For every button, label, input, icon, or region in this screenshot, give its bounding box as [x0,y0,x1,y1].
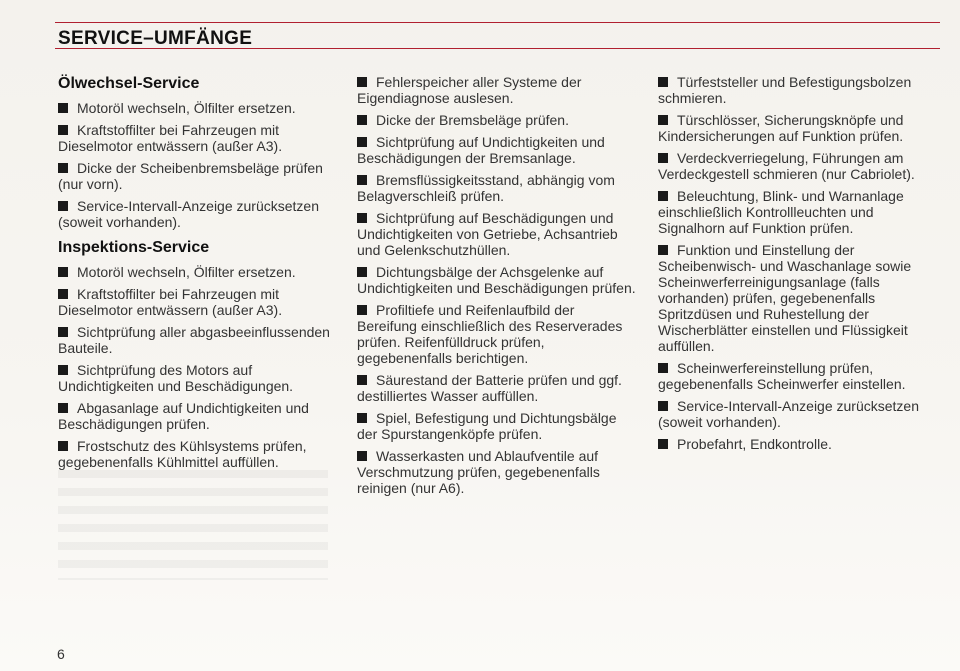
bullet-icon [357,451,367,461]
bullet-icon [658,153,668,163]
bullet-icon [58,201,68,211]
section-heading-inspektion: Inspektions-Service [58,239,210,256]
bullet-icon [357,305,367,315]
list-item: Bremsflüssigkeitsstand, abhängig vom Belagverschleiß prüfen. [357,172,615,204]
bullet-icon [357,375,367,385]
bullet-icon [357,175,367,185]
list-item: Türfeststeller und Befestigungsbolzen schmieren. [658,74,912,106]
bullet-icon [58,327,68,337]
column-3 [658,74,940,458]
bullet-icon [658,401,668,411]
bullet-icon [658,191,668,201]
bullet-icon [658,363,668,373]
bullet-icon [658,245,668,255]
list-item: Frostschutz des Kühlsystems prüfen, gegebenenfalls Kühlmittel auffüllen. [58,438,307,470]
column-1 [58,74,340,476]
list-item: Sichtprüfung auf Beschädigungen und Undichtigkeiten von Getriebe, Achsantrieb und Gelenkschutzhüllen. [357,210,618,258]
list-item: Sichtprüfung auf Undichtigkeiten und Beschädigungen der Bremsanlage. [357,134,605,166]
list-item: Abgasanlage auf Undichtigkeiten und Beschädigungen prüfen. [58,400,309,432]
bullet-icon [58,403,68,413]
list-item: Spiel, Befestigung und Dichtungsbälge der Spurstangenköpfe prüfen. [357,410,617,442]
bullet-icon [357,115,367,125]
list-item: Sichtprüfung des Motors auf Undichtigkeiten und Beschädigungen. [58,362,294,394]
bullet-icon [58,267,68,277]
list-item: Türschlösser, Sicherungsknöpfe und Kindersicherungen auf Funktion prüfen. [658,112,904,144]
section-heading-oelwechsel: Ölwechsel-Service [58,75,200,92]
bullet-icon [58,289,68,299]
column-2 [357,74,637,502]
bullet-icon [58,441,68,451]
list-item: Dicke der Bremsbeläge prüfen. [357,112,637,128]
list-item: Kraftstoffilter bei Fahrzeugen mit Dieselmotor entwässern (außer A3). [58,286,283,318]
list-item: Dichtungsbälge der Achsgelenke auf Undichtigkeiten und Beschädigungen prüfen. [357,264,636,296]
faded-show-through-text [58,470,328,580]
list-item: Sichtprüfung aller abgasbeeinflussenden Bauteile. [58,324,330,356]
bullet-icon [357,413,367,423]
title-underline [55,48,940,49]
top-rule [55,22,940,23]
list-item: Profiltiefe und Reifenlaufbild der Bereifung einschließlich des Reserverades prüfen. Reifenfülldruck prüfen, gegebenenfalls berichtigen. [357,302,623,366]
list-item: Wasserkasten und Ablaufventile auf Verschmutzung prüfen, gegebenenfalls reinigen (nur A6). [357,448,600,496]
page-title: SERVICE–UMFÄNGE [58,28,253,49]
list-item: Kraftstoffilter bei Fahrzeugen mit Dieselmotor entwässern (außer A3). [58,122,283,154]
list-item: Probefahrt, Endkontrolle. [658,436,940,452]
bullet-icon [357,267,367,277]
page-number: 6 [57,646,65,662]
bullet-icon [58,103,68,113]
bullet-icon [58,125,68,135]
bullet-icon [357,213,367,223]
list-item: Motoröl wechseln, Ölfilter ersetzen. [58,264,340,280]
list-item: Fehlerspeicher aller Systeme der Eigendiagnose auslesen. [357,74,582,106]
bullet-icon [357,137,367,147]
bullet-icon [658,77,668,87]
list-item: Beleuchtung, Blink- und Warnanlage einschließlich Kontrollleuchten und Signalhorn auf Funktion prüfen. [658,188,904,236]
list-item: Funktion und Einstellung der Scheibenwisch- und Waschanlage sowie Scheinwerferreinigungsanlage (falls vorhanden) prüfen, gegebenenfalls Spritzdüsen und Ruhestellung der Wischerblätter einstellen und Flüssigkeit auffüllen. [658,242,912,354]
list-item: Motoröl wechseln, Ölfilter ersetzen. [58,100,340,116]
bullet-icon [357,77,367,87]
list-item: Dicke der Scheibenbremsbeläge prüfen (nur vorn). [58,160,323,192]
bullet-icon [658,115,668,125]
bullet-icon [58,365,68,375]
list-item: Scheinwerfereinstellung prüfen, gegebenenfalls Scheinwerfer einstellen. [658,360,906,392]
bullet-icon [658,439,668,449]
bullet-icon [58,163,68,173]
list-item: Service-Intervall-Anzeige zurücksetzen (soweit vorhanden). [658,398,919,430]
list-item: Service-Intervall-Anzeige zurücksetzen (soweit vorhanden). [58,198,319,230]
list-item: Verdeckverriegelung, Führungen am Verdeckgestell schmieren (nur Cabriolet). [658,150,915,182]
list-item: Säurestand der Batterie prüfen und ggf. destilliertes Wasser auffüllen. [357,372,622,404]
